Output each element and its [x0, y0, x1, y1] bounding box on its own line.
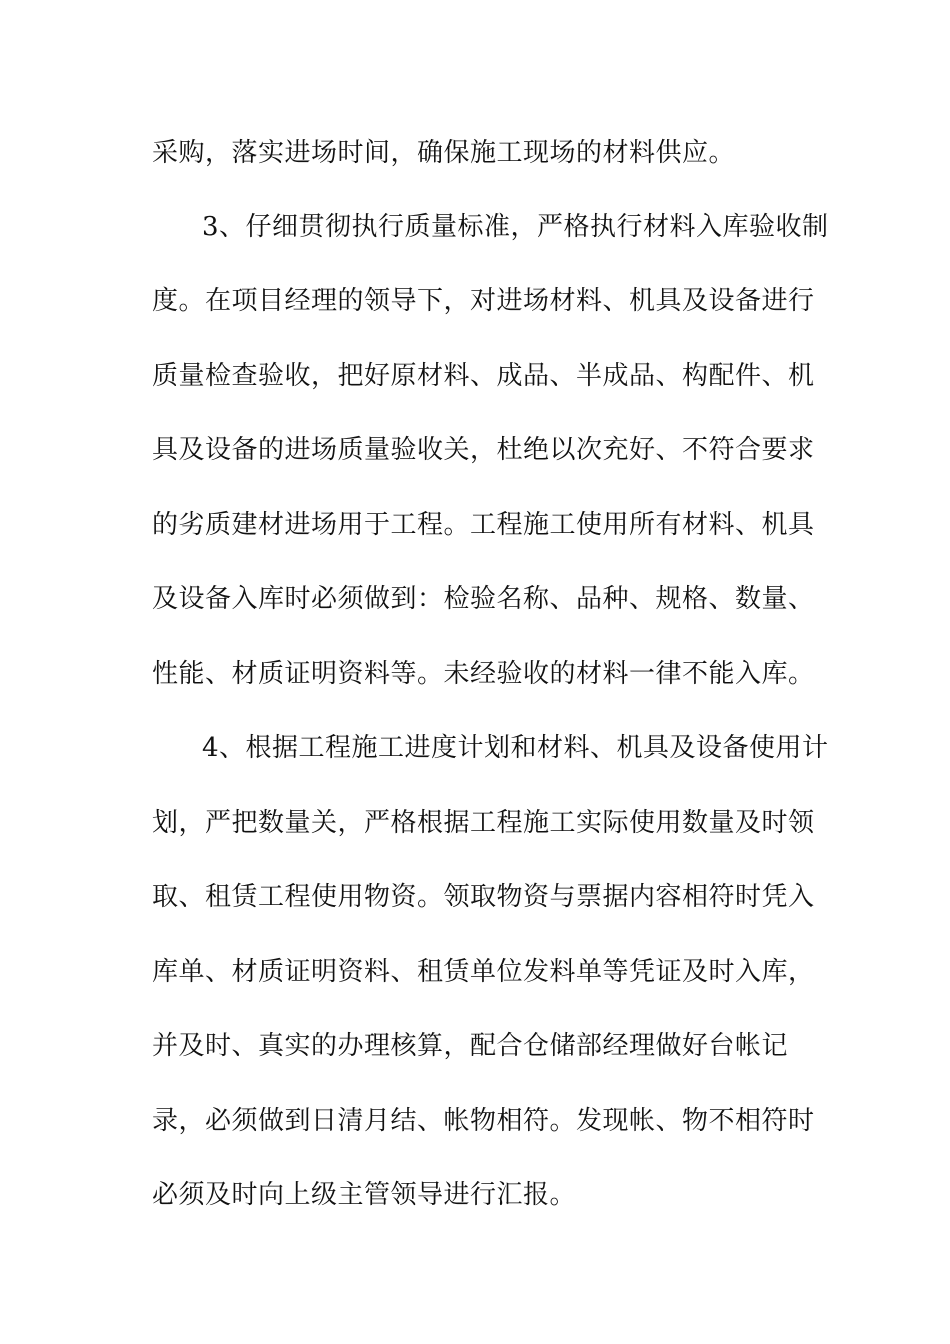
text-line: 库单、材质证明资料、租赁单位发料单等凭证及时入库，	[152, 957, 815, 987]
text-line: 并及时、真实的办理核算，配合仓储部经理做好台帐记	[152, 1031, 789, 1061]
text-line: 采购，落实进场时间，确保施工现场的材料供应。	[152, 138, 736, 168]
text-line: 质量检查验收，把好原材料、成品、半成品、构配件、机	[152, 361, 815, 391]
text-line: 录，必须做到日清月结、帐物相符。发现帐、物不相符时	[152, 1106, 815, 1136]
text-line: 划，严把数量关，严格根据工程施工实际使用数量及时领	[152, 808, 815, 838]
text-line: 及设备入库时必须做到：检验名称、品种、规格、数量、	[152, 584, 815, 614]
paragraph-3-start: 3、仔细贯彻执行质量标准，严格执行材料入库验收制	[202, 212, 829, 242]
paragraph-4-start: 4、根据工程施工进度计划和材料、机具及设备使用计	[202, 733, 829, 763]
text-line: 具及设备的进场质量验收关，杜绝以次充好、不符合要求	[152, 435, 815, 465]
text-line: 的劣质建材进场用于工程。工程施工使用所有材料、机具	[152, 510, 815, 540]
text-line: 度。在项目经理的领导下，对进场材料、机具及设备进行	[152, 286, 815, 316]
text-line: 取、租赁工程使用物资。领取物资与票据内容相符时凭入	[152, 882, 815, 912]
text-line: 性能、材质证明资料等。未经验收的材料一律不能入库。	[152, 659, 815, 689]
text-line: 必须及时向上级主管领导进行汇报。	[152, 1180, 577, 1210]
